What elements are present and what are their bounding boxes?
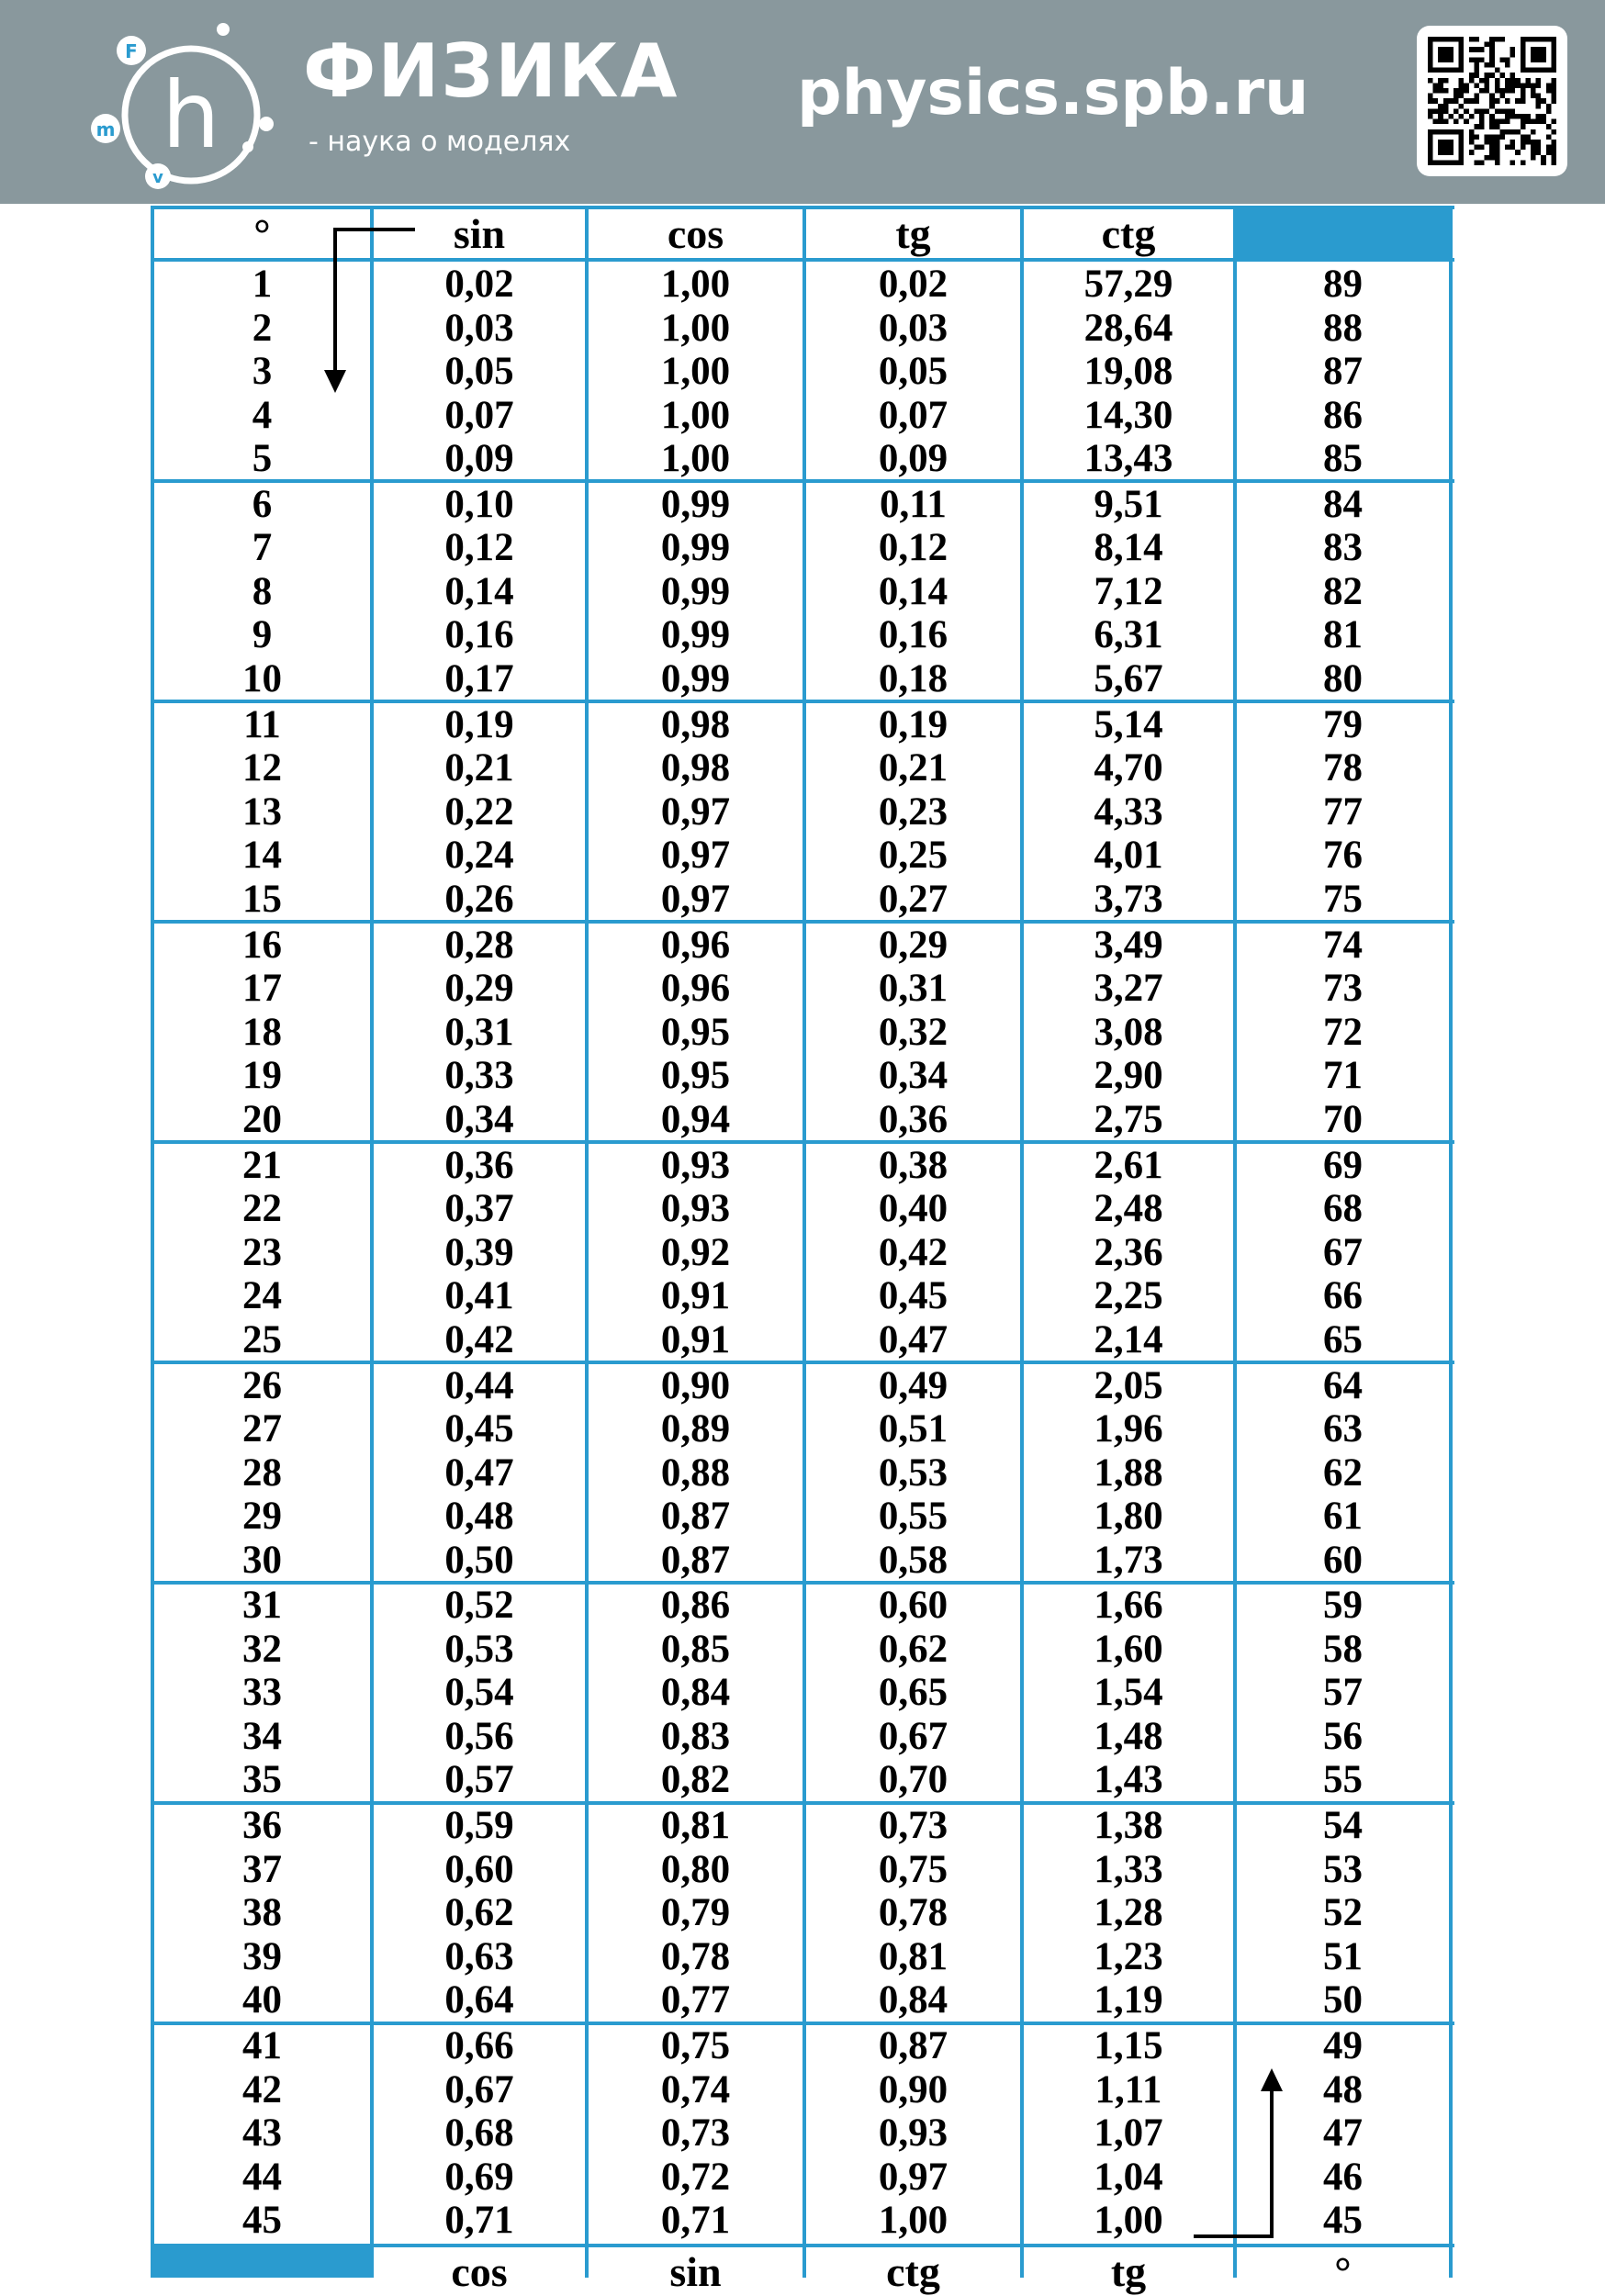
table-cell-complement-degree: 69 (1323, 1143, 1363, 1187)
table-cell-complement-degree: 86 (1323, 393, 1363, 437)
table-cell-complement-degree: 54 (1323, 1804, 1363, 1848)
table-cell-complement-degree: 53 (1323, 1847, 1363, 1891)
table-cell-ctg: 3,08 (1094, 1010, 1163, 1054)
table-cell-complement-degree: 72 (1323, 1010, 1363, 1054)
table-cell-sin: 0,22 (444, 790, 514, 834)
table-cell-complement-degree: 68 (1323, 1187, 1363, 1231)
table-cell-tg: 0,09 (878, 437, 948, 480)
table-cell-ctg: 5,67 (1094, 656, 1163, 700)
table-cell-degree: 12 (242, 746, 282, 790)
table-cell-ctg: 1,11 (1094, 2067, 1162, 2111)
table-cell-ctg: 1,54 (1094, 1671, 1163, 1715)
table-cell-tg: 0,07 (878, 393, 948, 437)
table-cell-sin: 0,53 (444, 1627, 514, 1671)
table-cell-tg: 0,02 (878, 263, 948, 306)
table-cell-degree: 33 (242, 1671, 282, 1715)
table-cell-tg: 0,45 (878, 1274, 948, 1318)
table-cell-cos: 0,91 (660, 1317, 731, 1361)
table-cell-cos: 0,99 (660, 526, 731, 570)
table-cell-tg: 0,47 (878, 1317, 948, 1361)
table-cell-tg: 0,73 (878, 1804, 948, 1848)
table-cell-ctg: 3,73 (1094, 877, 1163, 921)
table-cell-sin: 0,03 (444, 306, 514, 350)
logo-letter-f: F (125, 40, 138, 62)
table-cell-sin: 0,66 (444, 2024, 514, 2068)
table-cell-ctg: 2,36 (1094, 1230, 1163, 1274)
table-cell-cos: 0,75 (660, 2024, 731, 2068)
table-cell-sin: 0,60 (444, 1847, 514, 1891)
table-cell-complement-degree: 51 (1323, 1934, 1363, 1978)
table-cell-cos: 0,87 (660, 1538, 731, 1582)
table-cell-degree: 13 (242, 790, 282, 834)
table-cell-ctg: 1,38 (1094, 1804, 1163, 1848)
table-cell-tg: 0,19 (878, 702, 948, 746)
table-cell-degree: 3 (252, 350, 273, 393)
top-header-3: tg (895, 210, 931, 257)
table-cell-tg: 0,32 (878, 1010, 948, 1054)
table-cell-sin: 0,42 (444, 1317, 514, 1361)
table-cell-tg: 0,58 (878, 1538, 948, 1582)
table-cell-sin: 0,09 (444, 437, 514, 480)
table-cell-degree: 41 (242, 2024, 282, 2068)
table-cell-tg: 0,05 (878, 350, 948, 393)
table-cell-degree: 32 (242, 1627, 282, 1671)
table-cell-degree: 40 (242, 1978, 282, 2022)
table-cell-cos: 0,83 (660, 1714, 731, 1758)
table-cell-cos: 0,85 (660, 1627, 731, 1671)
table-cell-complement-degree: 73 (1323, 967, 1363, 1011)
table-cell-complement-degree: 48 (1323, 2067, 1363, 2111)
table-cell-cos: 0,84 (660, 1671, 731, 1715)
table-cell-sin: 0,45 (444, 1407, 514, 1450)
table-cell-ctg: 14,30 (1083, 393, 1173, 437)
table-cell-degree: 7 (252, 526, 273, 570)
table-cell-complement-degree: 80 (1323, 656, 1363, 700)
table-cell-cos: 1,00 (660, 437, 731, 480)
table-cell-complement-degree: 52 (1323, 1891, 1363, 1935)
table-cell-cos: 0,81 (660, 1804, 731, 1848)
bottom-header-1: cos (451, 2247, 508, 2295)
table-cell-ctg: 28,64 (1083, 306, 1173, 350)
table-cell-degree: 36 (242, 1804, 282, 1848)
table-cell-ctg: 4,70 (1094, 746, 1163, 790)
table-cell-degree: 34 (242, 1714, 282, 1758)
table-cell-cos: 0,71 (660, 2199, 731, 2243)
table-cell-degree: 45 (242, 2199, 282, 2243)
table-cell-tg: 0,55 (878, 1495, 948, 1538)
table-cell-cos: 1,00 (660, 306, 731, 350)
table-cell-cos: 0,99 (660, 569, 731, 613)
table-cell-ctg: 1,07 (1094, 2111, 1163, 2156)
table-cell-cos: 0,96 (660, 967, 731, 1011)
table-cell-ctg: 2,14 (1094, 1317, 1163, 1361)
table-cell-degree: 21 (242, 1143, 282, 1187)
table-cell-complement-degree: 76 (1323, 834, 1363, 878)
table-cell-ctg: 1,23 (1094, 1934, 1163, 1978)
table-cell-sin: 0,50 (444, 1538, 514, 1582)
table-cell-complement-degree: 85 (1323, 437, 1363, 480)
table-cell-complement-degree: 78 (1323, 746, 1363, 790)
table-cell-sin: 0,34 (444, 1097, 514, 1141)
table-cell-tg: 0,87 (878, 2024, 948, 2068)
table-cell-complement-degree: 59 (1323, 1584, 1363, 1628)
table-cell-cos: 0,97 (660, 834, 731, 878)
table-cell-sin: 0,71 (444, 2199, 514, 2243)
down-arrow-icon (324, 230, 415, 393)
table-cell-degree: 27 (242, 1407, 282, 1450)
table-cell-cos: 0,99 (660, 656, 731, 700)
table-cell-cos: 0,95 (660, 1054, 731, 1098)
table-cell-tg: 0,51 (878, 1407, 948, 1450)
table-cell-tg: 0,34 (878, 1054, 948, 1098)
table-cell-degree: 11 (243, 702, 281, 746)
table-cell-tg: 0,70 (878, 1758, 948, 1802)
table-cell-tg: 0,81 (878, 1934, 948, 1978)
table-cell-cos: 0,79 (660, 1891, 731, 1935)
table-cell-ctg: 2,61 (1094, 1143, 1163, 1187)
table-cell-sin: 0,31 (444, 1010, 514, 1054)
table-cell-sin: 0,63 (444, 1934, 514, 1978)
table-cell-tg: 0,84 (878, 1978, 948, 2022)
table-cell-degree: 1 (252, 263, 273, 306)
table-cell-degree: 38 (242, 1891, 282, 1935)
table-cell-tg: 0,65 (878, 1671, 948, 1715)
table-cell-cos: 0,93 (660, 1187, 731, 1231)
table-cell-complement-degree: 57 (1323, 1671, 1363, 1715)
table-cell-sin: 0,07 (444, 393, 514, 437)
table-cell-cos: 0,82 (660, 1758, 731, 1802)
table-cell-sin: 0,44 (444, 1363, 514, 1407)
table-cell-tg: 0,31 (878, 967, 948, 1011)
table-cell-degree: 6 (252, 482, 273, 526)
table-cell-tg: 1,00 (878, 2199, 948, 2243)
table-cell-degree: 30 (242, 1538, 282, 1582)
table-cell-degree: 28 (242, 1450, 282, 1495)
table-cell-sin: 0,56 (444, 1714, 514, 1758)
table-cell-sin: 0,69 (444, 2155, 514, 2199)
table-cell-ctg: 3,27 (1094, 967, 1163, 1011)
table-cell-cos: 0,91 (660, 1274, 731, 1318)
table-cell-degree: 14 (242, 834, 282, 878)
table-cell-cos: 0,97 (660, 790, 731, 834)
bottom-header-5: ° (1334, 2247, 1352, 2295)
table-cell-sin: 0,33 (444, 1054, 514, 1098)
table-cell-sin: 0,10 (444, 482, 514, 526)
table-cell-sin: 0,54 (444, 1671, 514, 1715)
table-cell-degree: 31 (242, 1584, 282, 1628)
table-cell-cos: 0,77 (660, 1978, 731, 2022)
table-cell-sin: 0,64 (444, 1978, 514, 2022)
table-cell-ctg: 1,73 (1094, 1538, 1163, 1582)
table-cell-cos: 0,99 (660, 482, 731, 526)
table-cell-degree: 9 (252, 613, 273, 657)
table-cell-cos: 1,00 (660, 393, 731, 437)
table-cell-degree: 15 (242, 877, 282, 921)
table-cell-sin: 0,67 (444, 2067, 514, 2111)
table-cell-complement-degree: 66 (1323, 1274, 1363, 1318)
table-cell-degree: 35 (242, 1758, 282, 1802)
table-cell-tg: 0,18 (878, 656, 948, 700)
table-cell-tg: 0,78 (878, 1891, 948, 1935)
table-cell-ctg: 1,15 (1094, 2024, 1163, 2068)
table-cell-ctg: 2,05 (1094, 1363, 1163, 1407)
table-cell-degree: 22 (242, 1187, 282, 1231)
table-cell-complement-degree: 45 (1323, 2199, 1363, 2243)
table-cell-complement-degree: 81 (1323, 613, 1363, 657)
table-cell-complement-degree: 55 (1323, 1758, 1363, 1802)
table-cell-sin: 0,48 (444, 1495, 514, 1538)
table-cell-tg: 0,16 (878, 613, 948, 657)
table-cell-cos: 0,87 (660, 1495, 731, 1538)
table-cell-complement-degree: 84 (1323, 482, 1363, 526)
table-cell-cos: 0,86 (660, 1584, 731, 1628)
table-cell-ctg: 2,75 (1094, 1097, 1163, 1141)
table-cell-ctg: 13,43 (1083, 437, 1173, 480)
top-header-2: cos (667, 210, 724, 257)
logo-letter-m: m (95, 118, 116, 140)
table-cell-ctg: 19,08 (1083, 350, 1173, 393)
table-cell-sin: 0,41 (444, 1274, 514, 1318)
table-cell-complement-degree: 83 (1323, 526, 1363, 570)
table-cell-cos: 0,72 (660, 2155, 731, 2199)
logo-letter-v: v (152, 168, 163, 187)
table-cell-tg: 0,62 (878, 1627, 948, 1671)
table-cell-sin: 0,17 (444, 656, 514, 700)
table-cell-sin: 0,39 (444, 1230, 514, 1274)
table-cell-ctg: 1,00 (1094, 2199, 1163, 2243)
table-cell-degree: 42 (242, 2067, 282, 2111)
table-cell-ctg: 8,14 (1094, 526, 1163, 570)
table-cell-degree: 18 (242, 1010, 282, 1054)
table-cell-complement-degree: 46 (1323, 2155, 1363, 2199)
table-cell-degree: 17 (242, 967, 282, 1011)
table-cell-ctg: 1,19 (1094, 1978, 1163, 2022)
table-cell-cos: 0,97 (660, 877, 731, 921)
table-cell-ctg: 1,60 (1094, 1627, 1163, 1671)
table-cell-degree: 37 (242, 1847, 282, 1891)
table-cell-tg: 0,12 (878, 526, 948, 570)
table-cell-cos: 0,74 (660, 2067, 731, 2111)
table-cell-cos: 0,80 (660, 1847, 731, 1891)
table-cell-sin: 0,52 (444, 1584, 514, 1628)
table-cell-tg: 0,38 (878, 1143, 948, 1187)
table-cell-complement-degree: 56 (1323, 1714, 1363, 1758)
table-cell-ctg: 2,90 (1094, 1054, 1163, 1098)
top-header-4: ctg (1101, 210, 1156, 257)
table-cell-sin: 0,57 (444, 1758, 514, 1802)
table-cell-ctg: 1,33 (1094, 1847, 1163, 1891)
table-cell-tg: 0,23 (878, 790, 948, 834)
table-cell-ctg: 1,48 (1094, 1714, 1163, 1758)
table-cell-complement-degree: 67 (1323, 1230, 1363, 1274)
table-cell-degree: 10 (242, 656, 282, 700)
table-cell-ctg: 7,12 (1094, 569, 1163, 613)
table-cell-sin: 0,26 (444, 877, 514, 921)
top-header-1: sin (453, 210, 506, 257)
table-cell-sin: 0,29 (444, 967, 514, 1011)
table-cell-ctg: 1,43 (1094, 1758, 1163, 1802)
brand-subtitle: - наука о моделях (309, 126, 571, 158)
table-cell-ctg: 4,33 (1094, 790, 1163, 834)
table-cell-cos: 0,89 (660, 1407, 731, 1450)
table-cell-degree: 39 (242, 1934, 282, 1978)
table-cell-ctg: 6,31 (1094, 613, 1163, 657)
table-cell-complement-degree: 61 (1323, 1495, 1363, 1538)
top-header-0: ° (253, 210, 271, 257)
table-cell-complement-degree: 87 (1323, 350, 1363, 393)
table-cell-degree: 19 (242, 1054, 282, 1098)
table-cell-tg: 0,42 (878, 1230, 948, 1274)
table-cell-ctg: 2,48 (1094, 1187, 1163, 1231)
table-cell-degree: 8 (252, 569, 273, 613)
table-cell-cos: 0,73 (660, 2111, 731, 2156)
table-cell-complement-degree: 82 (1323, 569, 1363, 613)
table-cell-complement-degree: 77 (1323, 790, 1363, 834)
table-cell-sin: 0,02 (444, 263, 514, 306)
table-cell-cos: 0,98 (660, 746, 731, 790)
table-cell-sin: 0,62 (444, 1891, 514, 1935)
bottom-header-3: ctg (886, 2247, 940, 2295)
table-cell-complement-degree: 50 (1323, 1978, 1363, 2022)
table-cell-ctg: 1,28 (1094, 1891, 1163, 1935)
table-cell-sin: 0,24 (444, 834, 514, 878)
table-cell-tg: 0,25 (878, 834, 948, 878)
table-cell-tg: 0,93 (878, 2111, 948, 2156)
brand-title: ФИЗИКА (303, 28, 679, 114)
table-cell-sin: 0,59 (444, 1804, 514, 1848)
table-cell-degree: 16 (242, 923, 282, 967)
table-cell-degree: 26 (242, 1363, 282, 1407)
table-cell-ctg: 2,25 (1094, 1274, 1163, 1318)
table-cell-sin: 0,47 (444, 1450, 514, 1495)
table-cell-degree: 44 (242, 2155, 282, 2199)
table-cell-ctg: 57,29 (1083, 263, 1173, 306)
table-cell-tg: 0,90 (878, 2067, 948, 2111)
table-cell-ctg: 1,88 (1094, 1450, 1163, 1495)
table-cell-ctg: 4,01 (1094, 834, 1163, 878)
table-cell-cos: 0,96 (660, 923, 731, 967)
bottom-header-4: tg (1110, 2247, 1147, 2295)
table-cell-ctg: 5,14 (1094, 702, 1163, 746)
table-cell-tg: 0,29 (878, 923, 948, 967)
table-cell-tg: 0,21 (878, 746, 948, 790)
table-cell-degree: 4 (252, 393, 273, 437)
table-cell-complement-degree: 62 (1323, 1450, 1363, 1495)
up-arrow-icon (1194, 2068, 1283, 2236)
table-cell-cos: 0,95 (660, 1010, 731, 1054)
table-cell-cos: 1,00 (660, 263, 731, 306)
bottom-header-2: sin (669, 2247, 722, 2295)
table-cell-complement-degree: 70 (1323, 1097, 1363, 1141)
table-cell-sin: 0,68 (444, 2111, 514, 2156)
table-cell-cos: 0,94 (660, 1097, 731, 1141)
table-cell-complement-degree: 79 (1323, 702, 1363, 746)
table-cell-sin: 0,12 (444, 526, 514, 570)
table-cell-tg: 0,53 (878, 1450, 948, 1495)
table-cell-degree: 29 (242, 1495, 282, 1538)
table-cell-sin: 0,14 (444, 569, 514, 613)
table-cell-complement-degree: 75 (1323, 877, 1363, 921)
site-url[interactable]: physics.spb.ru (797, 57, 1309, 129)
table-cell-complement-degree: 65 (1323, 1317, 1363, 1361)
table-cell-cos: 0,92 (660, 1230, 731, 1274)
table-cell-tg: 0,11 (880, 482, 947, 526)
table-cell-degree: 2 (252, 306, 273, 350)
table-cell-sin: 0,36 (444, 1143, 514, 1187)
table-cell-sin: 0,37 (444, 1187, 514, 1231)
table-cell-tg: 0,03 (878, 306, 948, 350)
table-cell-tg: 0,14 (878, 569, 948, 613)
table-cell-complement-degree: 47 (1323, 2111, 1363, 2156)
table-cell-sin: 0,21 (444, 746, 514, 790)
table-cell-tg: 0,60 (878, 1584, 948, 1628)
table-cell-cos: 0,93 (660, 1143, 731, 1187)
table-cell-cos: 0,99 (660, 613, 731, 657)
table-cell-cos: 0,90 (660, 1363, 731, 1407)
table-cell-tg: 0,40 (878, 1187, 948, 1231)
table-cell-complement-degree: 60 (1323, 1538, 1363, 1582)
table-cell-degree: 20 (242, 1097, 282, 1141)
table-cell-degree: 25 (242, 1317, 282, 1361)
table-cell-tg: 0,97 (878, 2155, 948, 2199)
table-cell-cos: 0,78 (660, 1934, 731, 1978)
table-cell-cos: 0,88 (660, 1450, 731, 1495)
table-cell-ctg: 1,96 (1094, 1407, 1163, 1450)
table-cell-tg: 0,49 (878, 1363, 948, 1407)
table-cell-degree: 43 (242, 2111, 282, 2156)
table-cell-ctg: 3,49 (1094, 923, 1163, 967)
table-cell-tg: 0,36 (878, 1097, 948, 1141)
table-cell-sin: 0,16 (444, 613, 514, 657)
table-cell-ctg: 1,80 (1094, 1495, 1163, 1538)
table-cell-complement-degree: 89 (1323, 263, 1363, 306)
table-cell-complement-degree: 64 (1323, 1363, 1363, 1407)
table-cell-cos: 0,98 (660, 702, 731, 746)
table-cell-complement-degree: 74 (1323, 923, 1363, 967)
table-cell-sin: 0,05 (444, 350, 514, 393)
table-cell-tg: 0,67 (878, 1714, 948, 1758)
table-cell-sin: 0,19 (444, 702, 514, 746)
table-cell-tg: 0,75 (878, 1847, 948, 1891)
table-cell-complement-degree: 71 (1323, 1054, 1363, 1098)
table-cell-ctg: 1,04 (1094, 2155, 1163, 2199)
table-cell-ctg: 1,66 (1094, 1584, 1163, 1628)
table-cell-complement-degree: 49 (1323, 2024, 1363, 2068)
table-cell-degree: 23 (242, 1230, 282, 1274)
table-cell-sin: 0,28 (444, 923, 514, 967)
table-cell-tg: 0,27 (878, 877, 948, 921)
table-cell-ctg: 9,51 (1094, 482, 1163, 526)
table-cell-complement-degree: 88 (1323, 306, 1363, 350)
table-cell-degree: 5 (252, 437, 273, 480)
table-cell-degree: 24 (242, 1274, 282, 1318)
logo-letter-h: h (162, 62, 220, 169)
table-cell-complement-degree: 58 (1323, 1627, 1363, 1671)
table-cell-complement-degree: 63 (1323, 1407, 1363, 1450)
table-cell-cos: 1,00 (660, 350, 731, 393)
